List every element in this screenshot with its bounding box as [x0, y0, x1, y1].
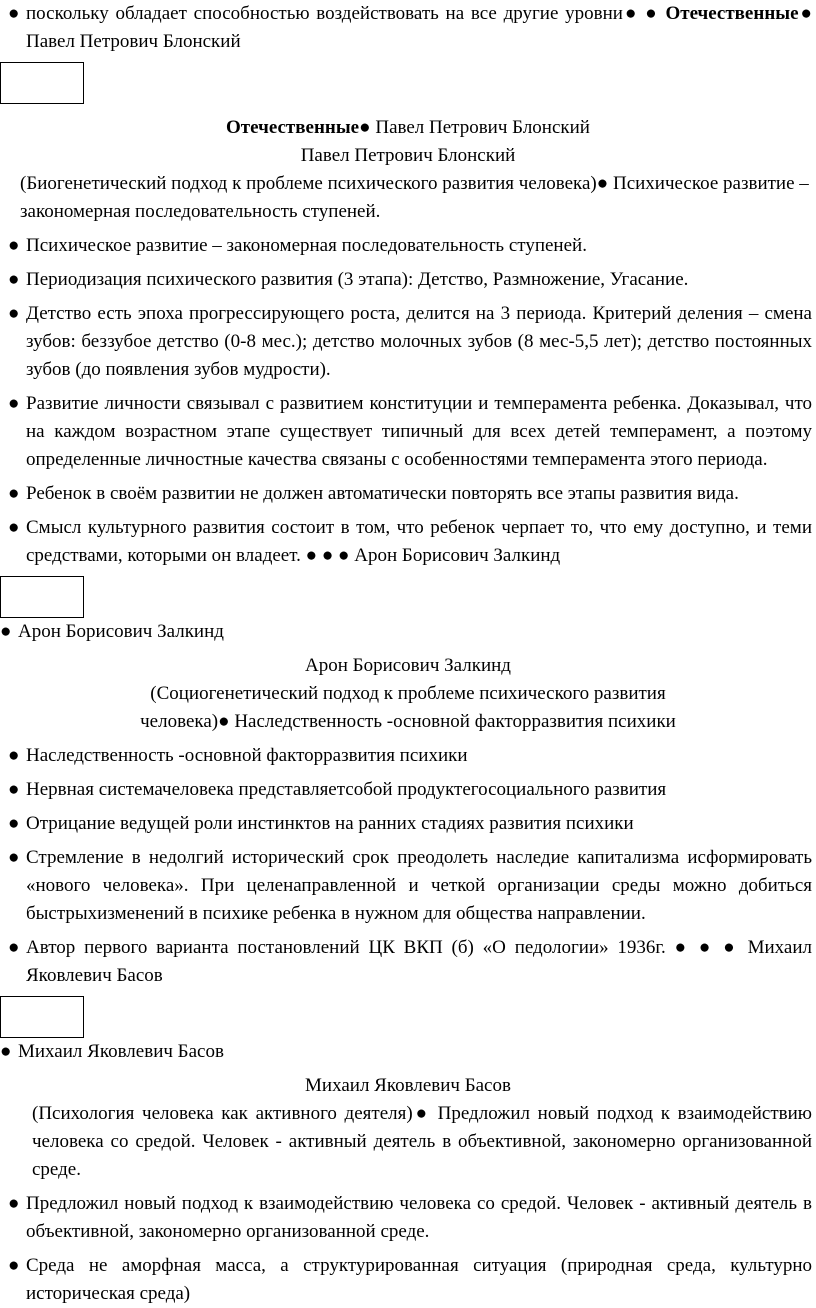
item-text: поскольку обладает способностью воздействовать на все другие уровни: [26, 3, 623, 24]
section-label: Отечественные: [665, 3, 799, 24]
section-title: Павел Петрович Блонский: [300, 145, 516, 166]
bullet-item: [8, 0, 812, 56]
item-text: Периодизация психического развития (3 этапа): Детство, Размножение, Угасание.: [26, 269, 689, 290]
item-text: Детство есть эпоха прогрессирующего роста, делится на 3 периода. Критерий деления – смена зубов: беззубое детство (0-8 мес.); детство молочных зубов (8 мес-5,5 лет); детство постоянных зубов (до появления зубов мудрости).: [26, 303, 812, 380]
section-subtitle: [0, 708, 816, 736]
subtitle-text: (Психология человека как активного деятеля): [32, 1103, 413, 1124]
bullet-marks: ●: [798, 3, 813, 24]
placeholder-box: [0, 996, 84, 1038]
bullet-item: [8, 776, 812, 804]
heading-name: Павел Петрович Блонский: [375, 117, 590, 138]
subtitle-tail: Наследственность -основной факторразвития психики: [234, 711, 676, 732]
next-title: Арон Борисович Залкинд: [354, 545, 561, 566]
bullet-icon: ●: [8, 517, 20, 538]
bullet-icon: ●: [8, 779, 20, 800]
item-text: Среда не аморфная масса, а структурированная ситуация (природная среда, культурно историческая среда): [26, 1255, 812, 1304]
bullet-marks: ●: [359, 117, 371, 138]
heading-name: Арон Борисович Залкинд: [18, 621, 224, 642]
bullet-icon: ●: [8, 1255, 20, 1276]
item-text: Стремление в недолгий исторический срок преодолеть наследие капитализма исформировать «нового человека». При целенаправленной и четкой организации среды можно добиться быстрыхизменений в психике ребенка в нужном для общества направлении.: [26, 847, 812, 924]
item-text: Ребенок в своём развитии не должен автоматически повторять все этапы развития вида.: [26, 483, 739, 504]
bullet-marks: ●: [412, 1103, 430, 1124]
bullet-marks: ●: [596, 173, 609, 194]
subtitle-text: человека): [140, 711, 219, 732]
section-title: Арон Борисович Залкинд: [305, 655, 511, 676]
bullet-item: [8, 232, 812, 260]
bullet-marks: ● ● ●: [674, 937, 739, 958]
heading-name: Михаил Яковлевич Басов: [18, 1041, 224, 1062]
subtitle-text: (Биогенетический подход к проблеме психического развития человека): [20, 173, 597, 194]
bullet-icon: ●: [8, 303, 20, 324]
item-text: Автор первого варианта постановлений ЦК ВКП (б) «О педологии» 1936г.: [26, 937, 666, 958]
bullet-item: [8, 742, 812, 770]
item-text: Смысл культурного развития состоит в том, что ребенок черпает то, что ему доступно, и теми средствами, которыми он владеет.: [26, 517, 812, 566]
bullet-icon: ●: [8, 269, 20, 290]
bullet-icon: ●: [0, 1041, 12, 1062]
bullet-item: [8, 934, 812, 990]
bullet-marks: ● ● ●: [305, 545, 350, 566]
item-text: Нервная системачеловека представляетсобой продуктегосоциального развития: [26, 779, 667, 800]
bullet-item: [8, 390, 812, 474]
placeholder-box: [0, 576, 84, 618]
subtitle-line: (Социогенетический подход к проблеме психического развития: [150, 683, 666, 704]
bullet-marks: ● ●: [622, 3, 659, 24]
bullet-item: [8, 1252, 812, 1308]
item-text: Отрицание ведущей роли инстинктов на ранних стадиях развития психики: [26, 813, 634, 834]
item-text: Развитие личности связывал с развитием конституции и темперамента ребенка. Доказывал, что на каждом возрастном этапе существует типичный для всех детей темперамент, а поэтому определенные личностные качества связаны с особенностями темперамента этого периода.: [26, 393, 812, 470]
item-text: Предложил новый подход к взаимодействию человека со средой. Человек - активный деятель в объективной, закономерно организованной среде.: [26, 1193, 812, 1242]
section-heading: [0, 114, 816, 142]
section-subtitle: [2, 170, 812, 226]
section-title: Михаил Яковлевич Басов: [305, 1075, 511, 1096]
section-label: Отечественные: [226, 117, 360, 138]
bullet-icon: ●: [8, 847, 20, 868]
bullet-item: [8, 300, 812, 384]
next-title: Павел Петрович Блонский: [26, 31, 241, 52]
item-text: Психическое развитие – закономерная последовательность ступеней.: [26, 235, 587, 256]
bullet-item: [8, 480, 812, 508]
bullet-icon: ●: [8, 393, 20, 414]
bullet-item: [8, 810, 812, 838]
bullet-icon: ●: [8, 483, 20, 504]
bullet-icon: ●: [8, 3, 20, 24]
section-heading: [0, 618, 812, 646]
bullet-item: [8, 514, 812, 570]
bullet-item: [8, 266, 812, 294]
bullet-icon: ●: [8, 937, 20, 958]
bullet-item: [8, 1190, 812, 1246]
bullet-item: [8, 844, 812, 928]
bullet-icon: ●: [8, 813, 20, 834]
subtitle-tail: Психическое развитие – закономерная последовательность ступеней.: [20, 173, 809, 222]
placeholder-box: [0, 62, 84, 104]
next-title: Михаил Яковлевич Басов: [26, 937, 813, 986]
bullet-icon: ●: [8, 745, 20, 766]
bullet-icon: ●: [8, 235, 20, 256]
bullet-marks: ●: [218, 711, 230, 732]
section-heading: [0, 1038, 812, 1066]
bullet-icon: ●: [8, 1193, 20, 1214]
item-text: Наследственность -основной факторразвития психики: [26, 745, 468, 766]
bullet-icon: ●: [0, 621, 12, 642]
section-subtitle: [2, 1100, 812, 1184]
subtitle-tail: Предложил новый подход к взаимодействию человека со средой. Человек - активный деятель в объективной, закономерно организованной среде.: [32, 1103, 812, 1180]
